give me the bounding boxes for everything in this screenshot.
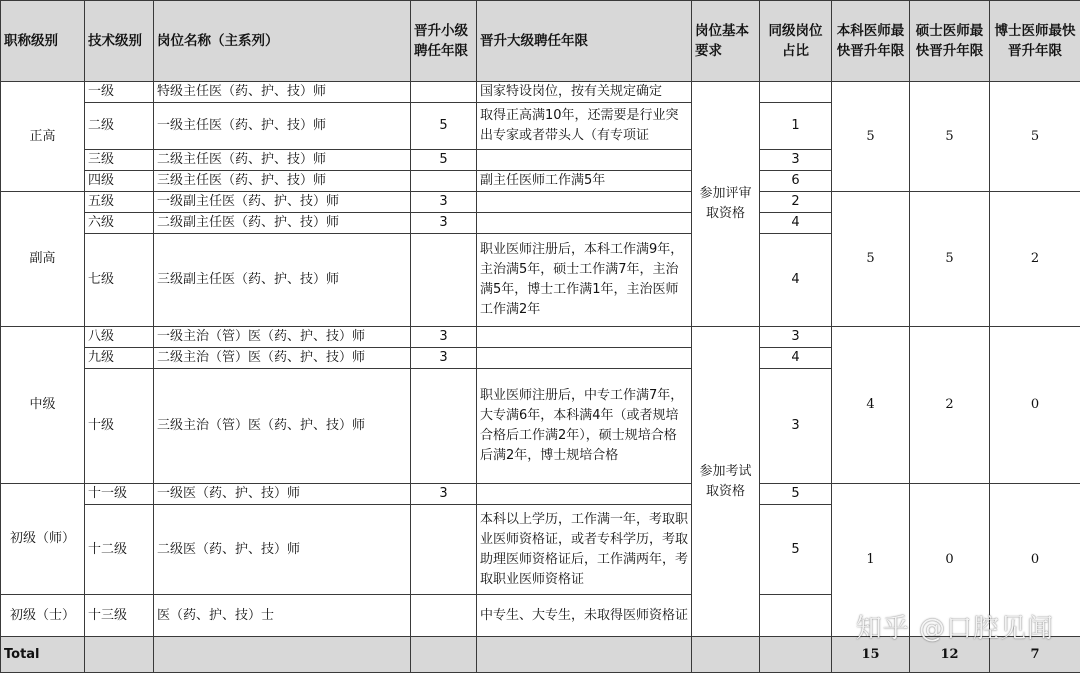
- empty-cell: [477, 637, 692, 673]
- tech-level-cell: 九级: [85, 348, 154, 369]
- big-promo-cell: [477, 348, 692, 369]
- empty-cell: [760, 637, 832, 673]
- tech-level-cell: 八级: [85, 327, 154, 348]
- tech-level-cell: 十三级: [85, 595, 154, 637]
- header-master: 硕士医师最快晋升年限: [910, 1, 990, 82]
- ratio-cell: [760, 82, 832, 103]
- big-promo-cell: [477, 327, 692, 348]
- master-zhongji: 2: [910, 327, 990, 484]
- ratio-cell: 1: [760, 103, 832, 150]
- post-name-cell: 二级副主任医（药、护、技）师: [154, 213, 411, 234]
- header-big-promo: 晋升大级聘任年限: [477, 1, 692, 82]
- post-name-cell: 一级主治（管）医（药、护、技）师: [154, 327, 411, 348]
- small-promo-cell: 5: [411, 103, 477, 150]
- total-bachelor: 15: [832, 637, 910, 673]
- small-promo-cell: 3: [411, 327, 477, 348]
- master-zhenggao: 5: [910, 82, 990, 192]
- master-fugao: 5: [910, 192, 990, 327]
- small-promo-cell: [411, 595, 477, 637]
- ratio-cell: 4: [760, 234, 832, 327]
- ratio-cell: 4: [760, 348, 832, 369]
- post-name-cell: 二级医（药、护、技）师: [154, 505, 411, 595]
- tech-level-cell: 二级: [85, 103, 154, 150]
- tech-level-cell: 十二级: [85, 505, 154, 595]
- small-promo-cell: [411, 234, 477, 327]
- master-chuji: 0: [910, 484, 990, 637]
- ratio-cell: [760, 595, 832, 637]
- big-promo-cell: 本科以上学历，工作满一年，考取职业医师资格证，或者专科学历，考取助理医师资格证后，工作满两年，考取职业医师资格证: [477, 505, 692, 595]
- total-master: 12: [910, 637, 990, 673]
- watermark: 知乎 @口腔见闻: [855, 614, 1054, 644]
- small-promo-cell: 3: [411, 348, 477, 369]
- big-promo-cell: [477, 150, 692, 171]
- header-bachelor: 本科医师最快晋升年限: [832, 1, 910, 82]
- big-promo-cell: 职业医师注册后，本科工作满9年，主治满5年，硕士工作满7年，主治满5年，博士工作满1年，主治医师工作满2年: [477, 234, 692, 327]
- post-name-cell: 一级主任医（药、护、技）师: [154, 103, 411, 150]
- big-promo-cell: 取得正高满10年，还需要是行业突出专家或者带头人（有专项证: [477, 103, 692, 150]
- ratio-cell: 3: [760, 150, 832, 171]
- table-row: [1, 82, 1080, 103]
- group-chuji-shi2: 初级（士）: [1, 595, 85, 637]
- big-promo-cell: [477, 192, 692, 213]
- header-doctor: 博士医师最快晋升年限: [990, 1, 1080, 82]
- small-promo-cell: 3: [411, 484, 477, 505]
- total-label: Total: [1, 637, 85, 673]
- big-promo-cell: 国家特设岗位，按有关规定确定: [477, 82, 692, 103]
- tech-level-cell: 四级: [85, 171, 154, 192]
- header-basic-req: 岗位基本要求: [692, 1, 760, 82]
- req-exam: 参加考试取资格: [692, 327, 760, 637]
- ratio-cell: 5: [760, 484, 832, 505]
- ratio-cell: 4: [760, 213, 832, 234]
- header-row: [1, 1, 1080, 82]
- header-small-promo: 晋升小级聘任年限: [411, 1, 477, 82]
- post-name-cell: 一级医（药、护、技）师: [154, 484, 411, 505]
- table-row: [1, 327, 1080, 348]
- small-promo-cell: 5: [411, 150, 477, 171]
- tech-level-cell: 十级: [85, 369, 154, 484]
- header-title-level: 职称级别: [1, 1, 85, 82]
- small-promo-cell: [411, 171, 477, 192]
- big-promo-cell: 职业医师注册后，中专工作满7年，大专满6年，本科满4年（或者规培合格后工作满2年），硕士规培合格后满2年，博士规培合格: [477, 369, 692, 484]
- empty-cell: [411, 637, 477, 673]
- post-name-cell: 一级副主任医（药、护、技）师: [154, 192, 411, 213]
- big-promo-cell: 副主任医师工作满5年: [477, 171, 692, 192]
- empty-cell: [85, 637, 154, 673]
- big-promo-cell: [477, 484, 692, 505]
- bachelor-chuji: 1: [832, 484, 910, 637]
- ratio-cell: 2: [760, 192, 832, 213]
- tech-level-cell: 一级: [85, 82, 154, 103]
- doctor-chuji: 0: [990, 484, 1080, 637]
- big-promo-cell: [477, 213, 692, 234]
- req-review: 参加评审取资格: [692, 82, 760, 327]
- bachelor-fugao: 5: [832, 192, 910, 327]
- tech-level-cell: 六级: [85, 213, 154, 234]
- big-promo-cell: 中专生、大专生，未取得医师资格证: [477, 595, 692, 637]
- post-name-cell: 三级主任医（药、护、技）师: [154, 171, 411, 192]
- ratio-cell: 3: [760, 369, 832, 484]
- header-ratio: 同级岗位占比: [760, 1, 832, 82]
- doctor-zhenggao: 5: [990, 82, 1080, 192]
- post-name-cell: 特级主任医（药、护、技）师: [154, 82, 411, 103]
- small-promo-cell: [411, 369, 477, 484]
- doctor-zhongji: 0: [990, 327, 1080, 484]
- tech-level-cell: 七级: [85, 234, 154, 327]
- tech-level-cell: 三级: [85, 150, 154, 171]
- bachelor-zhenggao: 5: [832, 82, 910, 192]
- small-promo-cell: [411, 505, 477, 595]
- post-name-cell: 三级主治（管）医（药、护、技）师: [154, 369, 411, 484]
- table-row: [1, 484, 1080, 505]
- group-fugao: 副高: [1, 192, 85, 327]
- post-name-cell: 三级副主任医（药、护、技）师: [154, 234, 411, 327]
- post-name-cell: 医（药、护、技）士: [154, 595, 411, 637]
- ratio-cell: 3: [760, 327, 832, 348]
- group-zhenggao: 正高: [1, 82, 85, 192]
- doctor-fugao: 2: [990, 192, 1080, 327]
- group-chuji-shi: 初级（师）: [1, 484, 85, 595]
- empty-cell: [692, 637, 760, 673]
- table-row: [1, 192, 1080, 213]
- small-promo-cell: 3: [411, 213, 477, 234]
- post-name-cell: 二级主治（管）医（药、护、技）师: [154, 348, 411, 369]
- post-name-cell: 二级主任医（药、护、技）师: [154, 150, 411, 171]
- ratio-cell: 5: [760, 505, 832, 595]
- total-doctor: 7: [990, 637, 1080, 673]
- group-zhongji: 中级: [1, 327, 85, 484]
- tech-level-cell: 五级: [85, 192, 154, 213]
- header-post-name: 岗位名称（主系列）: [154, 1, 411, 82]
- header-tech-level: 技术级别: [85, 1, 154, 82]
- tech-level-cell: 十一级: [85, 484, 154, 505]
- ratio-cell: 6: [760, 171, 832, 192]
- bachelor-zhongji: 4: [832, 327, 910, 484]
- small-promo-cell: 3: [411, 192, 477, 213]
- empty-cell: [154, 637, 411, 673]
- small-promo-cell: [411, 82, 477, 103]
